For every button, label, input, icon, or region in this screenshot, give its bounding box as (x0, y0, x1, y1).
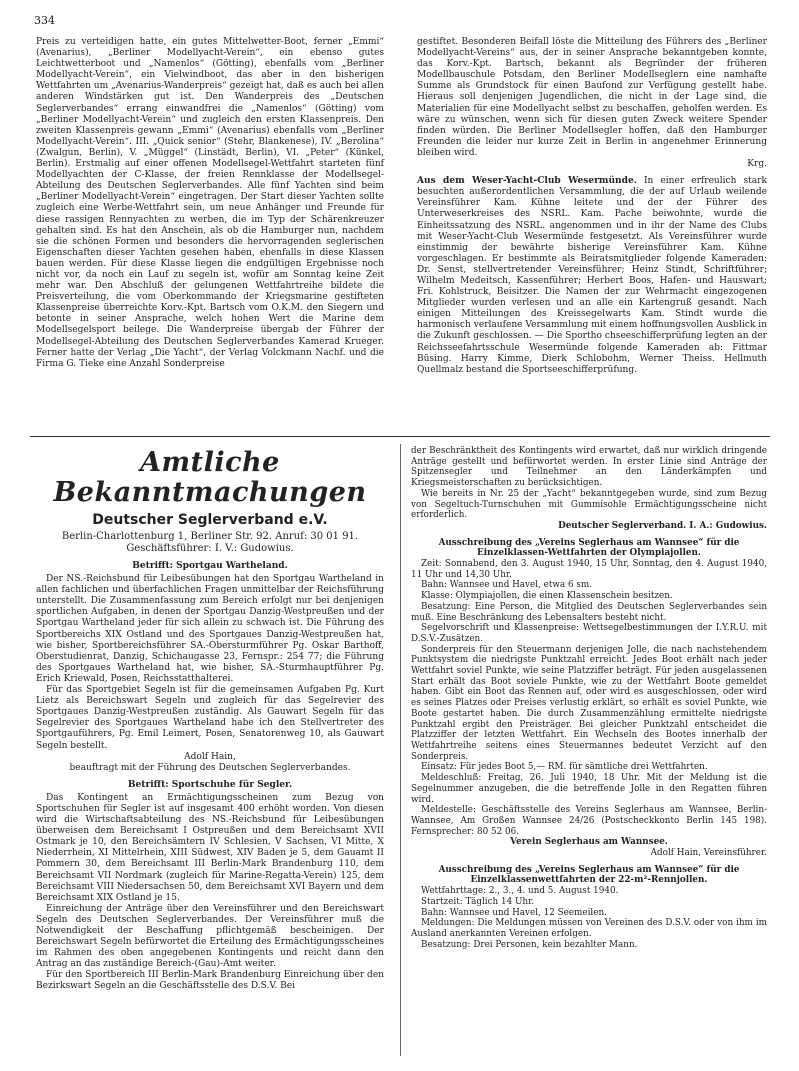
section-title-sportschuhe: Betrifft: Sportschuhe für Segler. (127, 779, 293, 790)
announcement-item: Zeit: Sonnabend, den 3. August 1940, 15 Uhr, Sonntag, den 4. August 1940, 11 Uhr und 14,30 Uhr. (411, 559, 767, 580)
section-title-wartheland: Betrifft: Sportgau Wartheland. (132, 561, 288, 571)
announcement-item: Bahn: Wannsee und Havel, etwa 6 sm. (421, 580, 592, 591)
signature-name: Adolf Hain, Vereinsführer. (650, 848, 767, 859)
article-text: Preis zu verteidigen hatte, ein gutes Mittelwetter-Boot, ferner „Emmi“ (Avenarius), „Berliner Modellyacht-Verein“, ein ebenso gutes Leichtwetterboot und „Namenlos“ (Götting), ebenfalls vom „Berliner Modellyacht-Verein“, ein Vielwindboot, das aber in den bisherigen Wettfahrten um „Avenarius-Wanderpreis“ gezeigt hat, daß es auch bei allen anderen Windstärken gut ist. Den Wanderpreis des „Deutschen Seglerverbandes“ errang einwandfrei die „Namenlos“ (Götting) vom „Berliner Modellyacht-Verein“ und zugleich den ersten Klassenpreis. Den zweiten Klassenpreis gewann „Emmi“ (Avenarius) ebenfalls vom „Berliner Modellyacht-Verein“. III. „Quick senior“ (Stehr, Blankenese), IV. „Berolina“ (Zwalgun, Berlin), V. „Müggel“ (Linstädt, Berlin), VI. „Peter“ (Künkel, Berlin). Erstmalig auf einer offenen Modellsegel-Wettfahrt starteten fünf Modellyachten der C-Klasse, der freien Rennklasse der Modellsegel-Abteilung des Deutschen Seglerverbandes. Alle fünf Yachten sind beim „Berliner Modellyacht-Verein“ eingetragen. Der Start dieser Yachten sollte zugleich eine Werbe-Wettfahrt sein, um neue Anhänger und Freunde für diese rassigen Rennyachten zu werben, die im Typ der Schärenkreuzer gehalten sind. Es hat den Anschein, als ob die Hamburger nun, nachdem sie die schönen Formen und besonders die hervorragenden seglerischen Eigenschaften dieser Yachten gesehen haben, ebenfalls in diese Klassen bauen werden. Für diese Klasse liegen die endgültigen Ergebnisse noch nicht vor, da noch ein Lauf zu segeln ist, wofür am Sonntag keine Zeit mehr war. Den Abschluß der gelungenen Wettfahrtreihe bildete die Preisverteilung, die vom Oberkommando der Kriegsmarine gestifteten Klassenpreise überreichte Korv.-Kpt. Bartsch vom O.K.M. den Siegern und betonte in seiner Ansprache, welch hohen Wert die Marine dem Modellsegelsport beilege. Die Wanderpreise übergab der Führer der Modellsegel-Abteilung des Deutschen Seglerverbandes Kamerad Krueger. Ferner hatte der Verlag „Die Yacht“, der Verlag Volckmann Nachf. und die Firma G. Tieke eine Anzahl Sonderpreise (36, 37, 384, 369)
section-text: Der NS.-Reichsbund für Leibesübungen hat den Sportgau Wartheland in allen fachlichen und überfachlichen Fragen unmittelbar der Reichsführung unterstellt. Die Zusammenfassung zum Bereich erfolgt nur bei denjenigen sportlichen Aufgaben, in denen der Sportgau Danzig-Westpreußen und der Sportgau Wartheland jeder für sich allein zu schwach ist. Die Führung des Sportbereichs XIX Ostland und des Sportgaues Danzig-Westpreußen hat, wie bisher, Sportbereichsführer SA.-Obersturmführer Pg. Oskar Barthoff, Oberstudienrat, Danzig, Schichaugasse 23, Fernspr.: 254 77; die Führung des Sportgaues Wartheland hat, wie bisher, SA.-Sturmhauptführer Pg. Erich Kriewald, Posen, Reichsstatthalterei. (36, 574, 384, 684)
announcements-banner: Amtliche Bekanntmachungen (53, 447, 367, 508)
announcement-title-rennjollen: Ausschreibung des „Vereins Seglerhaus am Wannsee“ für die Einzelklassenwettfahrten der 22-m²-Rennjollen. (438, 864, 740, 886)
announcement-item: Wettfahrttage: 2., 3., 4. und 5. August 1940. (421, 886, 619, 897)
section-text: Einreichung der Anträge über den Vereinsführer und den Bereichswart Segeln des Deutschen Seglerverbandes. Der Vereinsführer muß die Notwendigkeit der Beschaffung pflichtgemäß bescheinigen. Der Bereichswart Segeln befürwortet die Erteilung des Ermächtigungsscheines im Rahmen des oben angegebenen Kontingents und reicht dann den Antrag an das zuständige Bereich-(Gau)-Amt weiter. (36, 903, 384, 970)
org-title: Deutscher Seglerverband e.V. (92, 512, 328, 528)
club-news-text: In einer erfreulich stark besuchten außerordentlichen Versammlung, die der auf Urlaub weilende Vereinsführer Kam. Kühne leitete und der der Führer des Unterweserkreises des NSRL. Kam. Pache beiwohnte, wurde die Einheitssatzung des NSRL. angenommen und in ihr der Name des Clubs mit Weser-Yacht-Club Wesermünde festgesetzt. Als Vereinsführer wurde einstimmig der bewährte bisherige Vereinsführer Kam. Kühne vorgeschlagen. Er bestimmte als Beiratsmitglieder folgende Kameraden: Dr. Senst, stellvertretender Vereinsführer; Heinz Stindt, Schriftführer; Wilhelm Medeitsch, Kassenführer; Herbert Boos, Hafen- und Hauswart; Fri. Kohlstruck, Beisitzer. Die Namen der zur Wehrmacht eingezogenen Mitglieder wurden verlesen und an alle ein Kartengruß gesandt. Nach einigen Mitteilungen des Kreissegelwarts Kam. Stindt wurde die harmonisch verlaufene Versammlung mit einem hoffnungsvollen Ausblick in die Zukunft geschlossen. — Die Sportho chseeschifferprüfung legten an der Reichsseefahrtsschule Wesermünde folgende Kameraden ab: Fittmar Büsing. Harry Kimme, Dierk Schlobohm, Werner Theiss. Hellmuth Quellmalz bestand die Sportseeschifferprüfung. (417, 176, 767, 375)
column-divider (400, 444, 401, 1056)
org-manager: Geschäftsführer: I. V.: Gudowius. (126, 543, 294, 554)
announcement-item: Segelvorschrift und Klassenpreise: Wettsegelbestimmungen der I.Y.R.U. mit D.S.V.-Zusätzen. (411, 623, 767, 644)
club-news-heading: Aus dem Weser-Yacht-Club Wesermünde. (417, 176, 637, 187)
announcement-item: Besatzung: Eine Person, die Mitglied des Deutschen Seglerverbandes sein muß. Eine Beschränkung des Lebensalters besteht nicht. (411, 601, 767, 623)
signature-name: Adolf Hain, (184, 751, 236, 762)
article-continuation-column (36, 37, 384, 370)
article-signature: Krg. (747, 159, 767, 170)
section-text: Für das Sportgebiet Segeln ist für die gemeinsamen Aufgaben Pg. Kurt Lietz als Bereichswart Segeln und zugleich für das Segelrevier des Sportgaues Danzig-Westpreußen zuständig. Als Gauwart Segeln für das Segelrevier des Sportgaues Wartheland habe ich den Stellvertreter des Sportgauführers, Pg. Emil Leimert, Posen, Senatorenweg 10, als Gauwart Segeln bestellt. (36, 685, 384, 751)
announcement-item: Meldeschluß: Freitag, 26. Juli 1940, 18 Uhr. Mit der Meldung ist die Segelnummer anzugeben, die die betreffende Jolle in den Regatten führen wird. (411, 773, 767, 805)
section-text: der Beschränktheit des Kontingents wird erwartet, daß nur wirklich dringende Anträge gestellt und befürwortet werden. In erster Linie sind Anträge der Spitzensegler und Teilnehmer an den Länderkämpfen und Kriegsmeisterschaften zu berücksichtigen. (411, 446, 767, 489)
article-text-end: gestiftet. Besonderen Beifall löste die Mitteilung des Führers des „Berliner Modellyacht-Vereins“ aus, der in seiner Ansprache bekanntgeben konnte, das Korv.-Kpt. Bartsch, bekannt als Begründer der früheren Modellbauschule Potsdam, den Berliner Modellseglern eine namhafte Summe als Grundstock für einen Baufond zur Verfügung gestellt habe. Hieraus soll denjenigen Jugendlichen, die nicht in der Lage sind, die Materialien für eine Modellyacht selbst zu beschaffen, geholfen werden. Es wäre zu wünschen, wenn sich für diesen guten Zweck weitere Spender finden würden. Die Berliner Modellsegler hoffen, daß den Hamburger Freunden die leider nur kurze Zeit in Berlin in angenehmer Erinnerung bleiben wird. (417, 37, 767, 158)
announcement-item: Klasse: Olympiajollen, die einen Klassenschein besitzen. (421, 591, 673, 602)
announcements-right-column (411, 446, 767, 950)
announcement-title-olympiajollen: Ausschreibung des „Vereins Seglerhaus am Wannsee“ für die Einzelklassen-Wettfahrten der Olympiajollen. (438, 537, 740, 559)
signature-club: Verein Seglerhaus am Wannsee. (510, 837, 668, 848)
announcement-item: Meldungen: Die Meldungen müssen von Vereinen des D.S.V. oder von ihm im Ausland anerkannten Vereinen erfolgen. (411, 918, 767, 939)
section-text: Wie bereits in Nr. 25 der „Yacht“ bekanntgegeben wurde, sind zum Bezug von Segeltuch-Turnschuhen mit Gummisohle Ermächtigungsscheine nicht erforderlich. (411, 488, 767, 521)
announcement-item: Meldestelle: Geschäftsstelle des Vereins Seglerhaus am Wannsee, Berlin-Wannsee, Am Großen Wannsee 24/26 (Postscheckkonto Berlin 145 198). Fernsprecher: 80 52 06. (411, 805, 767, 837)
section-text: Das Kontingent an Ermächtigungsscheinen zum Bezug von Sportschuhen für Segler ist auf insgesamt 400 erhöht worden. Von diesen wird die Wirtschaftsabteilung des NS.-Reichsbund für Leibesübungen überweisen dem Bereichsamt I Ostpreußen und dem Bereichsamt XVII Ostmark je 10, den Bereichsämtern IV Schlesien, V Sachsen, VI Mitte, X Niederrhein, XI Mittelrhein, XIII Südwest, XIV Baden je 5, dem Gauamt II Pommern 30, dem Bereichsamt III Berlin-Mark Brandenburg 110, dem Bereichsamt VII Nordmark (zugleich für Marine-Regatta-Verein) 125, dem Bereichsamt VIII Niedersachsen 50, dem Bereichsamt XVI Bayern und dem Bereichsamt XIX Ostland je 15. (36, 792, 384, 903)
announcement-item: Startzeit: Täglich 14 Uhr. (421, 896, 535, 907)
org-address: Berlin-Charlottenburg 1, Berliner Str. 92. Anruf: 30 01 91. (61, 531, 359, 542)
announcements-left-column (36, 448, 384, 993)
section-text: Für den Sportbereich III Berlin-Mark Brandenburg Einreichung über den Bezirkswart Segeln an die Geschäftsstelle des D.S.V. Bei (36, 970, 384, 992)
club-news-column (417, 37, 767, 376)
signature: Deutscher Seglerverband. I. A.: Gudowius. (558, 520, 767, 531)
section-divider (30, 436, 770, 437)
page-number: 334 (34, 14, 55, 27)
announcement-item: Sonderpreis für den Steuermann derjenigen Jolle, die nach nachstehendem Punktsystem die niedrigste Punktzahl erreicht. Jedes Boot erhält nach jeder Wettfahrt soviel Punkte, wie seine Platzziffer beträgt. Für jeden ausgelassenen Start erhält das Boot soviele Punkte, wie zu der Wettfahrt Boote gemeldet haben. Gibt ein Boot das Rennen auf, oder wird es ausgeschlossen, oder wird es seines Platzes oder Preises verlustig erklärt, so erhält es soviel Punkte, wie Boote gestartet haben. Die durch Zusammenzählung ermittelte niedrigste Punktzahl ergibt den Preisträger. Bei gleicher Punktzahl entscheidet die Platzziffer der letzten Wettfahrt. Ein Wechseln des Bootes innerhalb der Wettfahrtreihe seitens eines Steuermannes bedeutet Verzicht auf den Sonderpreis. (411, 644, 767, 762)
signature-role: beauftragt mit der Führung des Deutschen Seglerverbandes. (69, 762, 351, 773)
announcement-item: Einsatz: Für jedes Boot 5,— RM. für sämtliche drei Wettfahrten. (421, 762, 708, 773)
announcement-item: Bahn: Wannsee und Havel, 12 Seemeilen. (421, 907, 607, 918)
announcement-item: Besatzung: Drei Personen, kein bezahlter Mann. (421, 939, 638, 950)
